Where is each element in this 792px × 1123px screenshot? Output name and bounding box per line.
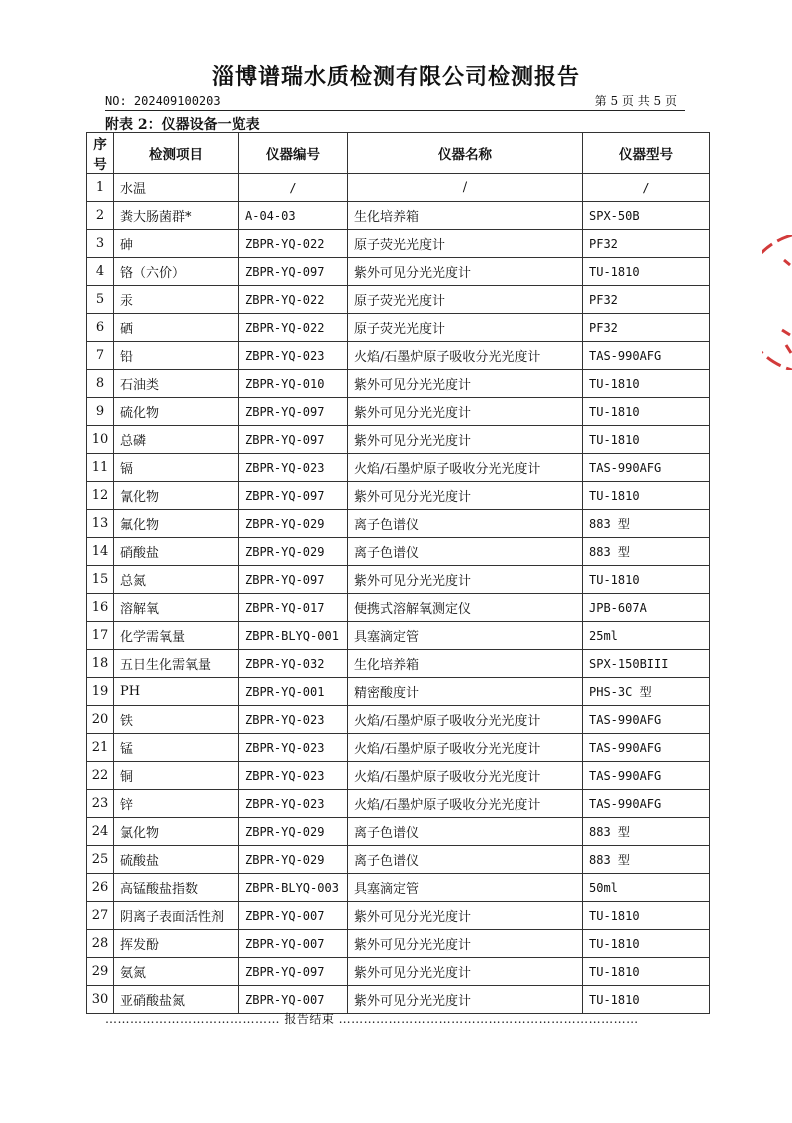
table-row	[87, 622, 710, 650]
table-row	[87, 650, 710, 678]
cell-index: 29	[87, 958, 114, 986]
cell-instrument-name: 紫外可见分光光度计	[348, 398, 583, 426]
table-row	[87, 958, 710, 986]
cell-instrument-id: ZBPR-YQ-023	[239, 790, 348, 818]
cell-instrument-id: ZBPR-YQ-023	[239, 762, 348, 790]
cell-item: 五日生化需氧量	[114, 650, 239, 678]
table-row	[87, 314, 710, 342]
cell-item: 化学需氧量	[114, 622, 239, 650]
table-row	[87, 482, 710, 510]
cell-instrument-id: ZBPR-YQ-032	[239, 650, 348, 678]
cell-instrument-id: ZBPR-YQ-007	[239, 930, 348, 958]
cell-instrument-name: 紫外可见分光光度计	[348, 566, 583, 594]
cell-item: 硒	[114, 314, 239, 342]
cell-instrument-model: TU-1810	[583, 258, 710, 286]
cell-instrument-id: ZBPR-YQ-023	[239, 454, 348, 482]
cell-instrument-model: SPX-50B	[583, 202, 710, 230]
cell-index: 20	[87, 706, 114, 734]
cell-instrument-model: PHS-3C 型	[583, 678, 710, 706]
cell-instrument-model: 883 型	[583, 846, 710, 874]
cell-instrument-model: SPX-150BIII	[583, 650, 710, 678]
cell-instrument-id: ZBPR-YQ-022	[239, 314, 348, 342]
table-row	[87, 202, 710, 230]
cell-instrument-name: 火焰/石墨炉原子吸收分光光度计	[348, 454, 583, 482]
cell-item: 挥发酚	[114, 930, 239, 958]
red-seal-stamp-partial	[762, 235, 792, 370]
cell-index: 9	[87, 398, 114, 426]
cell-instrument-name: 精密酸度计	[348, 678, 583, 706]
cell-instrument-model: TU-1810	[583, 482, 710, 510]
cell-instrument-id: ZBPR-YQ-023	[239, 342, 348, 370]
cell-item: 氟化物	[114, 510, 239, 538]
cell-instrument-name: 原子荧光光度计	[348, 314, 583, 342]
cell-item: 铜	[114, 762, 239, 790]
col-header-instrument-model: 仪器型号	[583, 133, 710, 174]
table-header-row	[87, 133, 710, 174]
cell-item: 镉	[114, 454, 239, 482]
cell-instrument-id: ZBPR-YQ-022	[239, 230, 348, 258]
cell-item: 硫化物	[114, 398, 239, 426]
cell-instrument-name: 紫外可见分光光度计	[348, 958, 583, 986]
cell-item: 总氮	[114, 566, 239, 594]
cell-instrument-name: 离子色谱仪	[348, 510, 583, 538]
report-meta-line	[105, 92, 685, 111]
cell-index: 6	[87, 314, 114, 342]
cell-instrument-model: 25ml	[583, 622, 710, 650]
cell-instrument-id: ZBPR-YQ-029	[239, 846, 348, 874]
cell-instrument-id: A-04-03	[239, 202, 348, 230]
cell-instrument-name: 紫外可见分光光度计	[348, 902, 583, 930]
cell-instrument-name: 具塞滴定管	[348, 622, 583, 650]
cell-instrument-id: ZBPR-YQ-010	[239, 370, 348, 398]
cell-instrument-id: ZBPR-YQ-097	[239, 398, 348, 426]
cell-index: 8	[87, 370, 114, 398]
cell-instrument-name: 紫外可见分光光度计	[348, 482, 583, 510]
appendix-title: 附表 2：仪器设备一览表	[105, 117, 260, 133]
cell-instrument-model: 883 型	[583, 538, 710, 566]
cell-instrument-model: TU-1810	[583, 930, 710, 958]
cell-index: 28	[87, 930, 114, 958]
cell-item: 铬（六价）	[114, 258, 239, 286]
cell-instrument-id: /	[239, 174, 348, 202]
table-row	[87, 230, 710, 258]
table-body	[87, 174, 710, 1014]
cell-index: 30	[87, 986, 114, 1014]
cell-index: 10	[87, 426, 114, 454]
cell-instrument-name: 火焰/石墨炉原子吸收分光光度计	[348, 762, 583, 790]
table-row	[87, 538, 710, 566]
cell-instrument-name: 离子色谱仪	[348, 846, 583, 874]
cell-instrument-model: TAS-990AFG	[583, 454, 710, 482]
cell-instrument-name: 生化培养箱	[348, 202, 583, 230]
cell-instrument-model: TU-1810	[583, 566, 710, 594]
col-header-instrument-id: 仪器编号	[239, 133, 348, 174]
cell-index: 13	[87, 510, 114, 538]
table-row	[87, 342, 710, 370]
cell-instrument-id: ZBPR-YQ-007	[239, 902, 348, 930]
cell-instrument-model: PF32	[583, 230, 710, 258]
cell-instrument-model: /	[583, 174, 710, 202]
cell-instrument-name: 紫外可见分光光度计	[348, 370, 583, 398]
table-row	[87, 510, 710, 538]
cell-index: 26	[87, 874, 114, 902]
table-row	[87, 818, 710, 846]
cell-instrument-model: PF32	[583, 314, 710, 342]
cell-item: 氨氮	[114, 958, 239, 986]
cell-index: 16	[87, 594, 114, 622]
cell-index: 25	[87, 846, 114, 874]
cell-instrument-id: ZBPR-YQ-017	[239, 594, 348, 622]
cell-item: 锌	[114, 790, 239, 818]
cell-instrument-name: 离子色谱仪	[348, 538, 583, 566]
cell-index: 2	[87, 202, 114, 230]
cell-instrument-name: 生化培养箱	[348, 650, 583, 678]
cell-instrument-name: 紫外可见分光光度计	[348, 930, 583, 958]
cell-instrument-id: ZBPR-YQ-097	[239, 426, 348, 454]
cell-item: 铅	[114, 342, 239, 370]
cell-instrument-id: ZBPR-YQ-007	[239, 986, 348, 1014]
table-row	[87, 762, 710, 790]
table-row	[87, 258, 710, 286]
table-row	[87, 370, 710, 398]
cell-index: 12	[87, 482, 114, 510]
cell-item: 石油类	[114, 370, 239, 398]
table-row	[87, 426, 710, 454]
table-row	[87, 874, 710, 902]
cell-item: 砷	[114, 230, 239, 258]
cell-instrument-name: 紫外可见分光光度计	[348, 258, 583, 286]
table-row	[87, 706, 710, 734]
cell-item: 粪大肠菌群*	[114, 202, 239, 230]
cell-instrument-name: 原子荧光光度计	[348, 286, 583, 314]
cell-instrument-name: 具塞滴定管	[348, 874, 583, 902]
cell-index: 24	[87, 818, 114, 846]
report-title: 淄博谱瑞水质检测有限公司检测报告	[211, 64, 580, 90]
cell-index: 23	[87, 790, 114, 818]
cell-item: 硝酸盐	[114, 538, 239, 566]
cell-index: 17	[87, 622, 114, 650]
cell-instrument-id: ZBPR-YQ-097	[239, 258, 348, 286]
table-row	[87, 286, 710, 314]
cell-item: PH	[114, 678, 239, 706]
cell-instrument-model: TU-1810	[583, 902, 710, 930]
table-row	[87, 846, 710, 874]
cell-index: 1	[87, 174, 114, 202]
cell-instrument-model: TU-1810	[583, 986, 710, 1014]
cell-instrument-model: TU-1810	[583, 426, 710, 454]
cell-index: 14	[87, 538, 114, 566]
cell-item: 溶解氧	[114, 594, 239, 622]
cell-instrument-name: 火焰/石墨炉原子吸收分光光度计	[348, 790, 583, 818]
cell-instrument-id: ZBPR-YQ-022	[239, 286, 348, 314]
cell-instrument-name: 火焰/石墨炉原子吸收分光光度计	[348, 706, 583, 734]
cell-instrument-id: ZBPR-BLYQ-001	[239, 622, 348, 650]
cell-instrument-id: ZBPR-YQ-001	[239, 678, 348, 706]
report-number: NO: 202409100203	[105, 94, 221, 108]
cell-item: 水温	[114, 174, 239, 202]
col-header-item: 检测项目	[114, 133, 239, 174]
cell-instrument-model: JPB-607A	[583, 594, 710, 622]
cell-instrument-model: PF32	[583, 286, 710, 314]
cell-instrument-id: ZBPR-YQ-097	[239, 958, 348, 986]
cell-item: 铁	[114, 706, 239, 734]
cell-index: 11	[87, 454, 114, 482]
table-row	[87, 930, 710, 958]
cell-index: 7	[87, 342, 114, 370]
cell-index: 21	[87, 734, 114, 762]
cell-instrument-model: 883 型	[583, 818, 710, 846]
table-row	[87, 454, 710, 482]
cell-index: 3	[87, 230, 114, 258]
cell-instrument-id: ZBPR-YQ-023	[239, 706, 348, 734]
cell-instrument-model: 883 型	[583, 510, 710, 538]
table-row	[87, 678, 710, 706]
cell-instrument-name: 火焰/石墨炉原子吸收分光光度计	[348, 342, 583, 370]
cell-item: 亚硝酸盐氮	[114, 986, 239, 1014]
cell-instrument-id: ZBPR-YQ-023	[239, 734, 348, 762]
cell-instrument-model: TAS-990AFG	[583, 734, 710, 762]
cell-instrument-model: TU-1810	[583, 958, 710, 986]
cell-instrument-name: 便携式溶解氧测定仪	[348, 594, 583, 622]
cell-instrument-name: 紫外可见分光光度计	[348, 426, 583, 454]
cell-instrument-model: 50ml	[583, 874, 710, 902]
cell-instrument-name: 火焰/石墨炉原子吸收分光光度计	[348, 734, 583, 762]
cell-instrument-model: TAS-990AFG	[583, 706, 710, 734]
cell-instrument-model: TAS-990AFG	[583, 790, 710, 818]
col-header-index: 序号	[87, 133, 114, 174]
instrument-table	[86, 132, 710, 1014]
cell-item: 高锰酸盐指数	[114, 874, 239, 902]
cell-index: 5	[87, 286, 114, 314]
cell-index: 18	[87, 650, 114, 678]
cell-item: 总磷	[114, 426, 239, 454]
cell-instrument-model: TAS-990AFG	[583, 762, 710, 790]
cell-instrument-name: /	[348, 174, 583, 202]
cell-item: 汞	[114, 286, 239, 314]
report-end-text: 报告结束	[284, 1012, 335, 1026]
table-row	[87, 790, 710, 818]
cell-instrument-model: TAS-990AFG	[583, 342, 710, 370]
cell-instrument-id: ZBPR-YQ-029	[239, 538, 348, 566]
cell-instrument-id: ZBPR-YQ-097	[239, 482, 348, 510]
page-indicator: 第 5 页 共 5 页	[594, 94, 677, 108]
report-end-line: …………………………………… 报告结束 ………………………………………………………………	[105, 1012, 639, 1026]
table-row	[87, 398, 710, 426]
cell-instrument-model: TU-1810	[583, 370, 710, 398]
cell-index: 4	[87, 258, 114, 286]
cell-index: 19	[87, 678, 114, 706]
cell-item: 氯化物	[114, 818, 239, 846]
cell-instrument-id: ZBPR-YQ-029	[239, 510, 348, 538]
col-header-instrument-name: 仪器名称	[348, 133, 583, 174]
cell-item: 硫酸盐	[114, 846, 239, 874]
cell-instrument-model: TU-1810	[583, 398, 710, 426]
cell-instrument-id: ZBPR-YQ-097	[239, 566, 348, 594]
cell-instrument-id: ZBPR-BLYQ-003	[239, 874, 348, 902]
table-row	[87, 566, 710, 594]
cell-instrument-name: 紫外可见分光光度计	[348, 986, 583, 1014]
cell-item: 氰化物	[114, 482, 239, 510]
cell-item: 锰	[114, 734, 239, 762]
cell-instrument-name: 离子色谱仪	[348, 818, 583, 846]
table-row	[87, 734, 710, 762]
table-row	[87, 174, 710, 202]
cell-index: 27	[87, 902, 114, 930]
cell-index: 22	[87, 762, 114, 790]
cell-item: 阴离子表面活性剂	[114, 902, 239, 930]
cell-instrument-id: ZBPR-YQ-029	[239, 818, 348, 846]
table-row	[87, 902, 710, 930]
cell-instrument-name: 原子荧光光度计	[348, 230, 583, 258]
cell-index: 15	[87, 566, 114, 594]
table-row	[87, 594, 710, 622]
